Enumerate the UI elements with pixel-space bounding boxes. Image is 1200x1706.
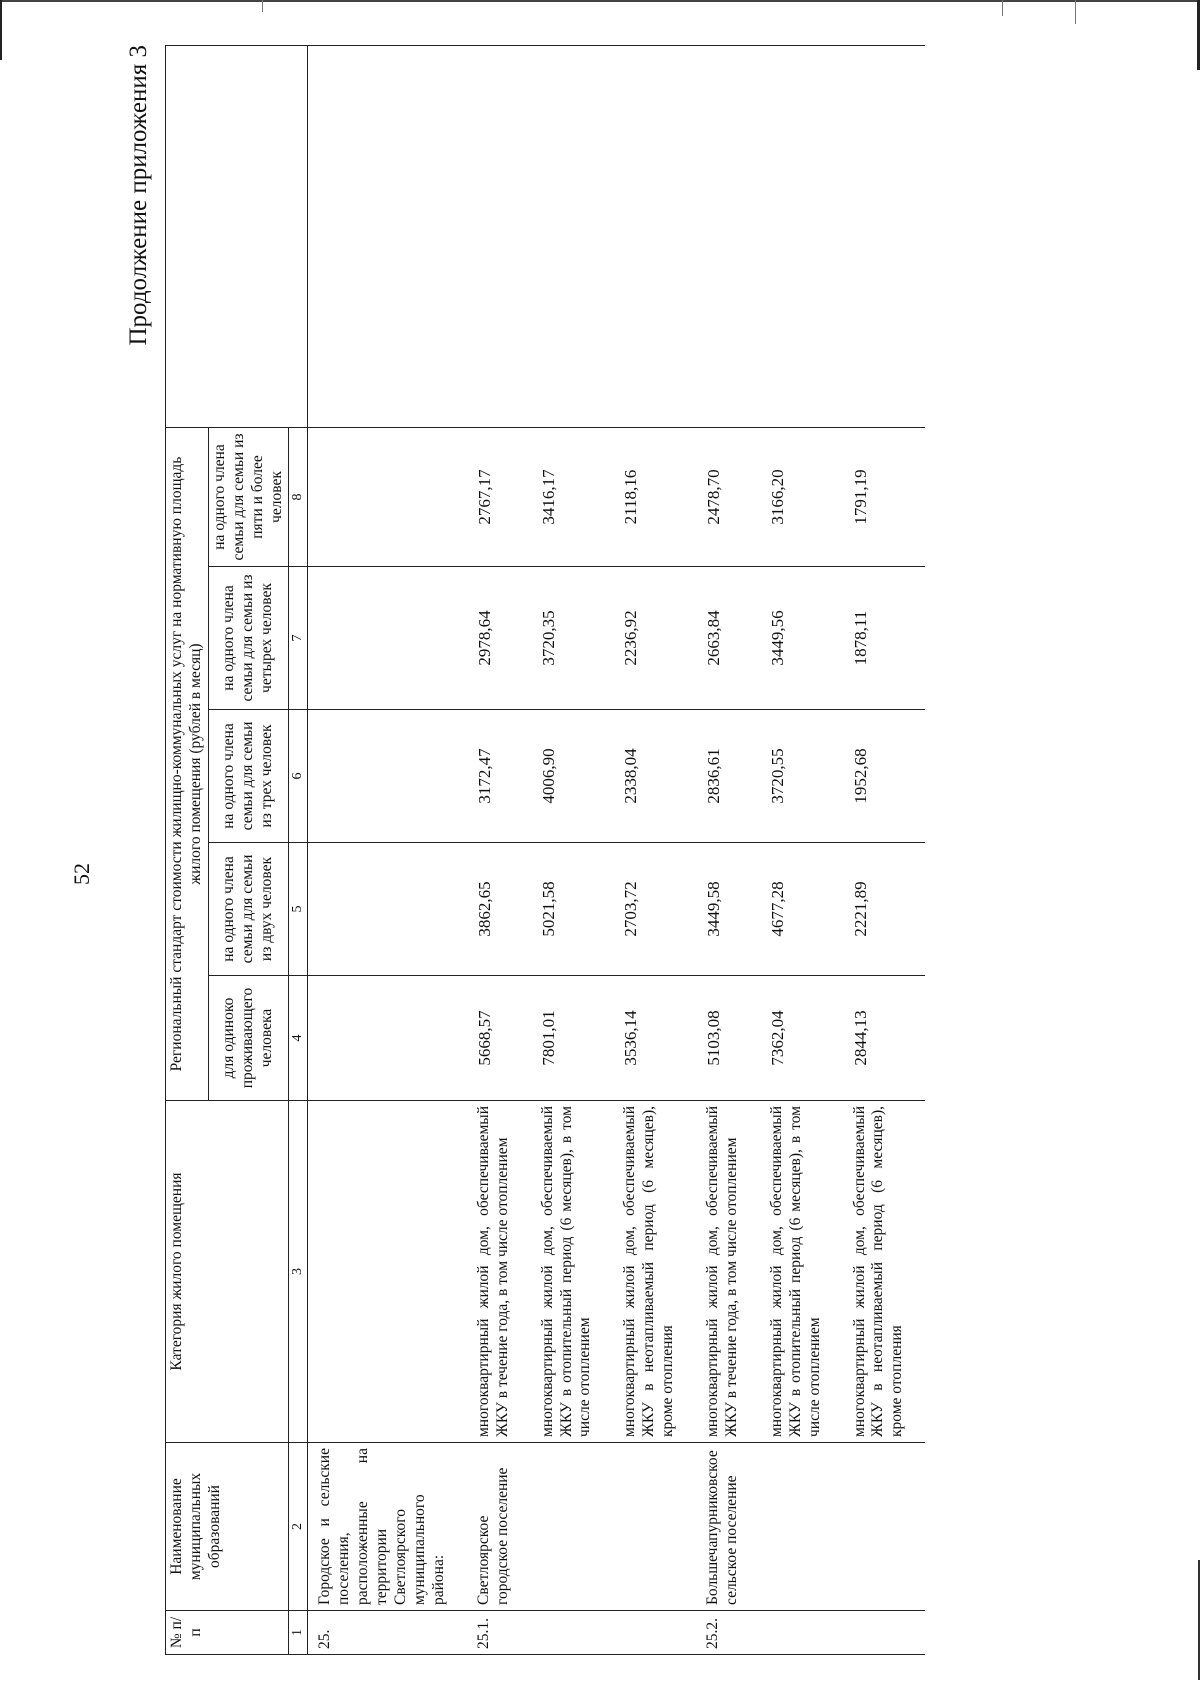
cell-value: 2236,92 — [613, 567, 696, 710]
cell-value: 2703,72 — [613, 843, 696, 976]
col-index: 3 — [289, 1101, 308, 1443]
row-name: Светлоярское городское поселение — [467, 1443, 531, 1611]
header-col7: на одного члена семьи для семьи из четырех человек — [208, 567, 289, 710]
row-name — [531, 1443, 614, 1611]
table-row — [696, 46, 760, 1655]
row-category: многоквартирный жилой дом, обеспечиваемый ЖКУ в течение года, в том числе отоплением — [696, 1101, 760, 1443]
cell-value: 5668,57 — [467, 976, 531, 1101]
header-category: Категория жилого помещения — [166, 1101, 289, 1443]
cell-value: 3416,17 — [531, 428, 614, 567]
col-index: 7 — [289, 567, 308, 710]
header-col8: на одного члена семьи для семьи из пяти и более человек — [208, 428, 289, 567]
cell-value: 2978,64 — [467, 567, 531, 710]
cell-value: 1878,11 — [843, 567, 926, 710]
cell-value: 5021,58 — [531, 843, 614, 976]
row-no: 25.2. — [696, 1611, 760, 1655]
continuation-title: Продолжение приложения 3 — [125, 45, 152, 346]
cell-value: 1952,68 — [843, 710, 926, 843]
table-row — [467, 46, 531, 1655]
header-name: Наименование муниципальных образований — [166, 1443, 289, 1611]
scan-mark — [1075, 0, 1076, 24]
header-group: Региональный стандарт стоимости жилищно-коммунальных услуг на нормативную площадь жилого помещения (рублей в месяц) — [166, 428, 209, 1101]
cell-value: 2118,16 — [613, 428, 696, 567]
cell-value: 3449,56 — [760, 567, 843, 710]
row-no — [531, 1611, 614, 1655]
col-index: 2 — [289, 1443, 308, 1611]
cell-value: 3172,47 — [467, 710, 531, 843]
header-col6: на одного члена семьи для семьи из трех человек — [208, 710, 289, 843]
col-index: 5 — [289, 843, 308, 976]
cell-value: 3449,58 — [696, 843, 760, 976]
section-no: 25. — [308, 1611, 467, 1655]
cell-value: 3720,55 — [760, 710, 843, 843]
header-no: № п/п — [166, 1611, 289, 1655]
row-no — [843, 1611, 926, 1655]
header-row — [166, 46, 209, 1655]
row-category: многоквартирный жилой дом, обеспечиваемый ЖКУ в течение года, в том числе отоплением — [467, 1101, 531, 1443]
cell-value: 2221,89 — [843, 843, 926, 976]
row-category: многоквартирный жилой дом, обеспечиваемый ЖКУ в отопительный период (6 месяцев), в том числе отоплением — [760, 1101, 843, 1443]
scan-mark — [1002, 0, 1003, 16]
scan-mark — [262, 0, 263, 12]
cell-value: 4677,28 — [760, 843, 843, 976]
cell-value: 2478,70 — [696, 428, 760, 567]
row-name — [760, 1443, 843, 1611]
col-index: 4 — [289, 976, 308, 1101]
scan-border-top — [0, 0, 1200, 2]
cell-value: 3862,65 — [467, 843, 531, 976]
cell-value: 3166,20 — [760, 428, 843, 567]
cell-value: 3720,35 — [531, 567, 614, 710]
cell-value: 2338,04 — [613, 710, 696, 843]
row-name — [613, 1443, 696, 1611]
col-index: 1 — [289, 1611, 308, 1655]
row-name — [843, 1443, 926, 1611]
cell-value: 4006,90 — [531, 710, 614, 843]
row-no — [760, 1611, 843, 1655]
table-row — [843, 46, 926, 1655]
table-row — [613, 46, 696, 1655]
col-index: 8 — [289, 428, 308, 567]
cell-value: 2663,84 — [696, 567, 760, 710]
housing-cost-table — [165, 45, 925, 1655]
cell-value: 2767,17 — [467, 428, 531, 567]
row-category: многоквартирный жилой дом, обеспечиваемый ЖКУ в неотапливаемый период (6 месяцев), кроме отопления — [613, 1101, 696, 1443]
header-spacer — [166, 46, 308, 428]
row-no — [613, 1611, 696, 1655]
cell-value: 3536,14 — [613, 976, 696, 1101]
col-index: 6 — [289, 710, 308, 843]
rotated-page — [45, 45, 1145, 1655]
cell-value: 1791,19 — [843, 428, 926, 567]
cell-value: 7801,01 — [531, 976, 614, 1101]
cell-value: 2836,61 — [696, 710, 760, 843]
header-col4: для одиноко проживающего человека — [208, 976, 289, 1101]
row-name: Большечапурниковское сельское поселение — [696, 1443, 760, 1611]
row-category: многоквартирный жилой дом, обеспечиваемый ЖКУ в неотапливаемый период (6 месяцев), кроме отопления — [843, 1101, 926, 1443]
table-row — [760, 46, 843, 1655]
section-name: Городское и сельские поселения, расположенные на территории Светлоярского муниципального района: — [308, 1443, 467, 1611]
cell-value: 7362,04 — [760, 976, 843, 1101]
scan-border-left — [0, 0, 2, 60]
header-col5: на одного члена семьи для семьи из двух человек — [208, 843, 289, 976]
table-row — [531, 46, 614, 1655]
row-category: многоквартирный жилой дом, обеспечиваемый ЖКУ в отопительный период (6 месяцев), в том числе отоплением — [531, 1101, 614, 1443]
section-row — [308, 46, 467, 1655]
page-number: 52 — [69, 863, 94, 885]
row-no: 25.1. — [467, 1611, 531, 1655]
cell-value: 5103,08 — [696, 976, 760, 1101]
cell-value: 2844,13 — [843, 976, 926, 1101]
